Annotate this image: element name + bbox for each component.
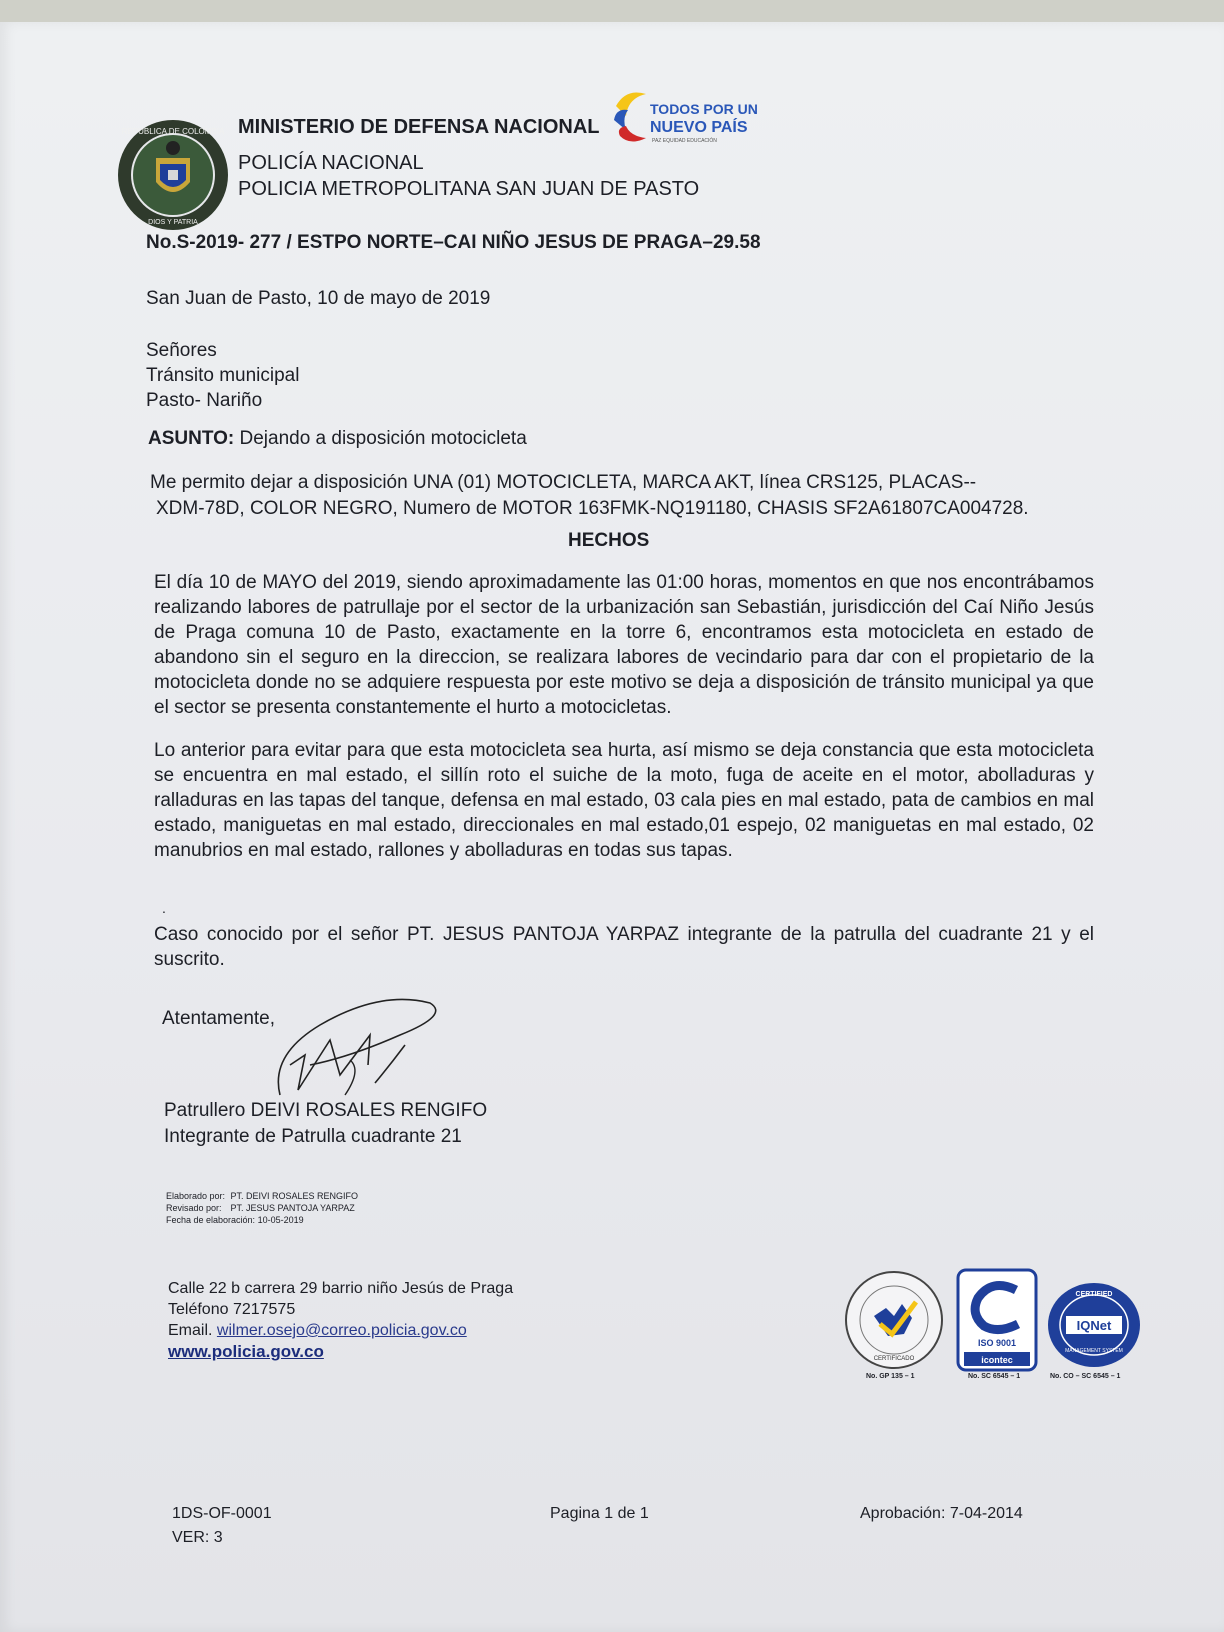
cert2-iso: ISO 9001 [977, 1338, 1017, 1348]
email-label: Email. [168, 1322, 217, 1339]
contact-phone: Teléfono 7217575 [168, 1301, 296, 1318]
meta-label: Elaborado por: [166, 1191, 226, 1201]
subject-line [148, 428, 527, 450]
meta-value: 10-05-2019 [257, 1215, 304, 1225]
document-metadata [166, 1190, 358, 1226]
cert2-label: No. SC 6545 – 1 [968, 1373, 1021, 1380]
cert3-top: CERTIFIED [1075, 1291, 1113, 1298]
permit-line: Me permito dejar a disposición UNA (01) MOTOCICLETA, MARCA AKT, línea CRS125, PLACAS-- [150, 472, 977, 493]
addressee-line: Tránsito municipal [146, 365, 300, 386]
contact-address: Calle 22 b carrera 29 barrio niño Jesús de Praga [168, 1280, 514, 1297]
email-link[interactable]: wilmer.osejo@correo.policia.gov.co [216, 1322, 467, 1339]
meta-label: Fecha de elaboración: [166, 1215, 256, 1225]
cert3-label: No. CO – SC 6545 – 1 [1050, 1373, 1121, 1380]
case-paragraph: Caso conocido por el señor PT. JESUS PANTOJA YARPAZ integrante de la patrulla del cuadrante 21 y el suscrito. [154, 924, 1094, 970]
cert1-label: No. GP 135 – 1 [866, 1373, 915, 1380]
reference-number: No.S-2019- 277 / ESTPO NORTE–CAI NIÑO JESUS DE PRAGA–29.58 [146, 232, 761, 253]
signer-block [164, 1098, 487, 1150]
stray-mark: . [162, 900, 166, 916]
closing-salutation: Atentamente, [162, 1008, 276, 1029]
seal-bottom-text: DIOS Y PATRIA [148, 219, 198, 226]
footer-code: 1DS-OF-0001 [172, 1505, 272, 1522]
seal-top-text: REPUBLICA DE COLOMBIA [121, 127, 225, 136]
signer-role: Integrante de Patrulla cuadrante 21 [164, 1126, 462, 1147]
cert2-brand: icontec [981, 1355, 1013, 1365]
footer-code-block [172, 1502, 272, 1550]
meta-label: Revisado por: [166, 1203, 222, 1213]
section-title: HECHOS [568, 530, 650, 551]
slogan-sub: PAZ EQUIDAD EDUCACIÓN [652, 138, 717, 144]
cert3-brand: IQNet [1076, 1318, 1112, 1333]
subject-label: ASUNTO: [148, 428, 235, 449]
slogan-line2: NUEVO PAÍS [650, 119, 748, 136]
ministry-name: MINISTERIO DE DEFENSA NACIONAL [238, 116, 600, 138]
police-name: POLICÍA NACIONAL [238, 152, 424, 174]
footer-page-number: Pagina 1 de 1 [550, 1505, 649, 1522]
footer-approval: Aprobación: 7-04-2014 [860, 1505, 1023, 1522]
subject-text: Dejando a disposición motocicleta [234, 428, 527, 449]
slogan-line1: TODOS POR UN [650, 101, 758, 117]
cert3-bottom: MANAGEMENT SYSTEM [1065, 1348, 1123, 1354]
gobierno-nuevo-pais-logo [606, 86, 766, 156]
handwritten-signature [250, 995, 460, 1110]
cert1-inner-text: CERTIFICADO [873, 1356, 915, 1362]
icontec-iso-cert-icon [956, 1268, 1038, 1372]
permit-line: XDM-78D, COLOR NEGRO, Numero de MOTOR 163FMK-NQ191180, CHASIS SF2A61807CA004728. [156, 498, 1029, 519]
permit-statement [150, 470, 1070, 522]
police-seal-icon [116, 118, 230, 232]
signer-name: Patrullero DEIVI ROSALES RENGIFO [164, 1100, 488, 1121]
iqnet-cert-icon [1046, 1280, 1142, 1370]
condition-paragraph: Lo anterior para evitar para que esta motocicleta sea hurta, así mismo se deja constancia que esta motocicleta se encuentra en mal estado, el sillín roto el suiche de la moto, fuga de aceite en el motor, abolladuras y ralladuras en las tapas del tanque, defensa en mal estado, 03 cala pies en mal estado, pata de cambios en mal estado, maniguetas en mal estado, direccionales en mal estado,01 espejo, 02 maniguetas en mal estado, 02 manubrios en mal estado, rallones y abolladuras en todas sus tapas. [154, 740, 1094, 861]
bureau-veritas-cert-icon [842, 1268, 946, 1372]
footer-version: VER: 3 [172, 1529, 223, 1546]
meta-value: PT. DEIVI ROSALES RENGIFO [230, 1191, 359, 1201]
addressee-block [146, 338, 299, 413]
metro-police-name: POLICIA METROPOLITANA SAN JUAN DE PASTO [238, 178, 700, 200]
facts-paragraph: El día 10 de MAYO del 2019, siendo aproximadamente las 01:00 horas, momentos en que nos encontrábamos realizando labores de patrullaje por el sector de la urbanización san Sebastián, jurisdicción del Caí Niño Jesús de Praga comuna 10 de Pasto, exactamente en la torre 6, encontramos esta motocicleta en estado de abandono sin el seguro en la direccion, se realizara labores de vecindario para dar con el propietario de la motocicleta donde no se adquiere respuesta por este motivo se deja a disposición de tránsito municipal ya que el sector se presenta constantemente el hurto a motocicletas. [154, 572, 1094, 718]
place-date: San Juan de Pasto, 10 de mayo de 2019 [146, 288, 491, 309]
addressee-line: Pasto- Nariño [146, 390, 263, 411]
contact-block [168, 1278, 513, 1362]
addressee-line: Señores [146, 340, 217, 361]
website-link[interactable]: www.policia.gov.co [168, 1342, 324, 1361]
meta-value: PT. JESUS PANTOJA YARPAZ [230, 1203, 355, 1213]
